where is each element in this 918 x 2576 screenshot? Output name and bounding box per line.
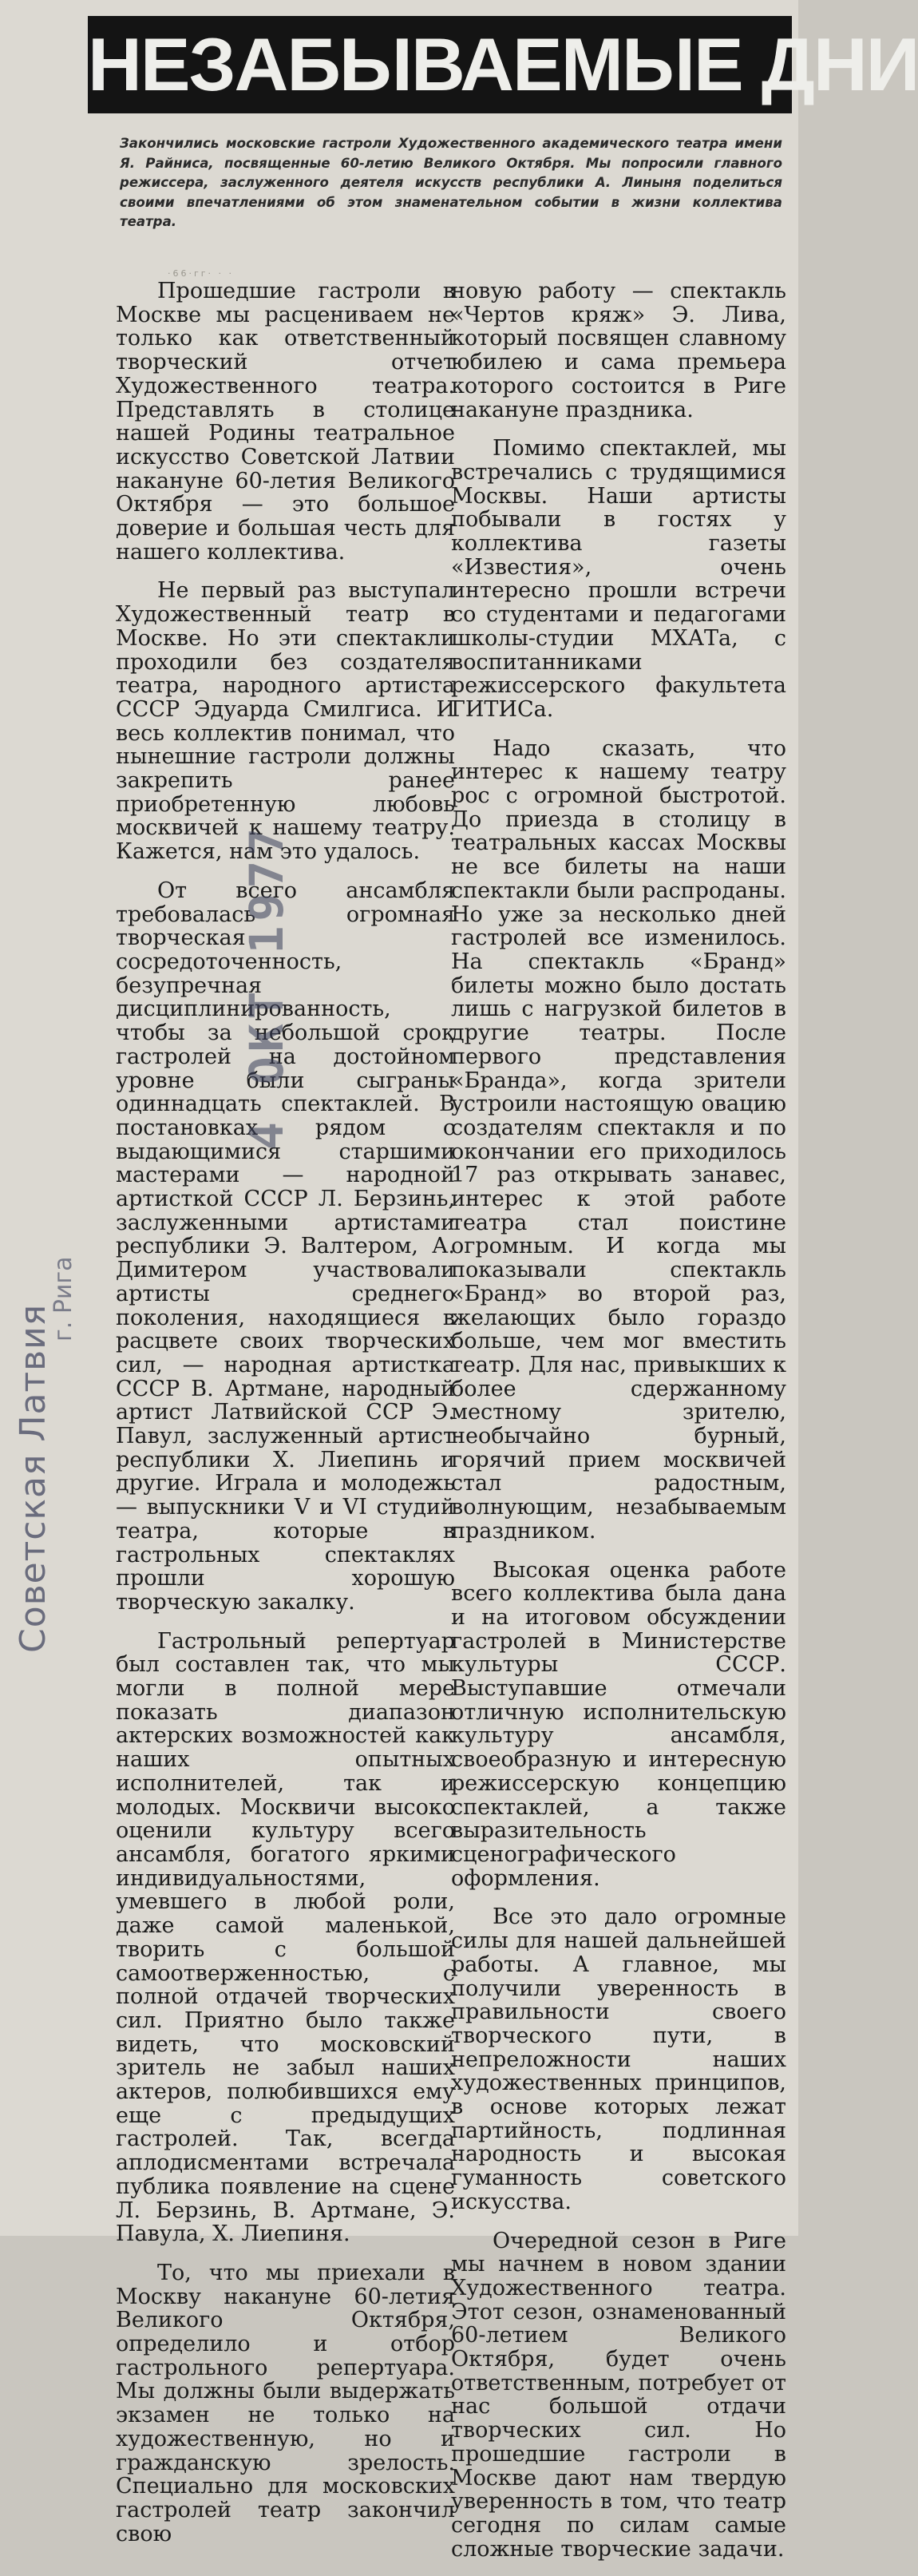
paragraph: Очередной сезон в Риге мы начнем в новом здании Художественного театра. Этот сезон, ознаменованный 60-летием Великого Октября, будет очень ответственным, потребует от нас большой отдачи творческих сил. Но прошедшие гастроли в Москве дают нам твердую уверенность в том, что театр сегодня по силам самые сложные творческие задачи. [451, 2228, 786, 2562]
faint-mark: ·66·гг· · · [168, 268, 235, 279]
article-column-right [451, 279, 786, 2576]
paragraph: Помимо спектаклей, мы встречались с трудящимися Москвы. Наши артисты побывали в гостях у коллектива газеты «Известия», очень интересно прошли встречи со студентами и педагогами школы-студии МХАТа, с воспитанниками режиссерского факультета ГИТИСа. [451, 436, 786, 722]
paragraph: новую работу — спектакль «Чертов кряж» Э. Лива, который посвящен славному юбилею и сама премьера которого состоится в Риге накануне праздника. [451, 279, 786, 422]
date-stamp: 4 ОКТ 1977 [239, 822, 294, 1150]
newspaper-city-stamp: г. Рига [49, 1256, 77, 1342]
paragraph: То, что мы приехали в Москву накануне 60-летия Великого Октября, определило и отбор гастрольного репертуара. Мы должны были выдержать экзамен не только на художественную, но и гражданскую зрелость. Специально для московских гастролей театр закончил свою [116, 2260, 455, 2546]
article-column-left [116, 279, 455, 2561]
newspaper-source-stamp: Советская Латвия [13, 1303, 53, 1653]
headline: НЕЗАБЫВАЕМЫЕ ДНИ [88, 16, 792, 113]
paragraph: Все это дало огромные силы для нашей дальнейшей работы. А главное, мы получили уверенность в правильности своего творческого пути, в непреложности наших художественных принципов, в основе которых лежат партийность, подлинная народность и высокая гуманность советского искусства. [451, 1904, 786, 2214]
paragraph: Гастрольный репертуар был составлен так, что мы могли в полной мере показать диапазон актерских возможностей как наших опытных исполнителей, так и молодых. Москвичи высоко оценили культуру всего ансамбля, богатого яркими индивидуальностями, умевшего в любой роли, даже самой маленькой, творить с большой самоотверженностью, с полной отдачей творческих сил. Приятно было также видеть, что московский зритель не забыл наших актеров, полюбившихся ему еще с предыдущих гастролей. Так, всегда аплодисментами встречала публика появление на сцене Л. Берзинь, В. Артмане, Э. Павула, Х. Лиепиня. [116, 1628, 455, 2247]
paragraph: От всего ансамбля требовалась огромная творческая сосредоточенность, безупречная дисциплинированность, чтобы за небольшой срок гастролей на достойном уровне были сыграны одиннадцать спектаклей. В постановках рядом с выдающимися старшими мастерами — народной артисткой СССР Л. Берзинь, заслуженными артистами республики Э. Валтером, А. Димитером участвовали артисты среднего поколения, находящиеся в расцвете своих творческих сил, — народная артистка СССР В. Артмане, народный артист Латвийской ССР Э. Павул, заслуженный артист республики Х. Лиепинь и другие. Играла и молодежь — выпускники V и VI студий театра, которые в гастрольных спектаклях прошли хорошую творческую закалку. [116, 878, 455, 1615]
paragraph: Не первый раз выступал Художественный театр в Москве. Но эти спектакли проходили без создателя театра, народного артиста СССР Эдуарда Смилгиса. И весь коллектив понимал, что нынешние гастроли должны закрепить ранее приобретенную любовь москвичей к нашему театру. Кажется, нам это удалось. [116, 578, 455, 865]
paragraph: Высокая оценка работе всего коллектива была дана и на итоговом обсуждении гастролей в Министерстве культуры СССР. Выступавшие отмечали отличную исполнительскую культуру ансамбля, своеобразную и интересную режиссерскую концепцию спектаклей, а также выразительность сценографического оформления. [451, 1557, 786, 1891]
paragraph: Надо сказать, что интерес к нашему театру рос с огромной быстротой. До приезда в столицу в театральных кассах Москвы не все билеты на наши спектакли были распроданы. Но уже за несколько дней гастролей все изменилось. На спектакль «Бранд» билеты можно было достать лишь с нагрузкой билетов в другие театры. После первого представления «Бранда», когда зрители устроили настоящую овацию создателям спектакля и по окончании его приходилось 17 раз открывать занавес, интерес к этой работе театра стал поистине огромным. И когда мы показывали спектакль «Бранд» во второй раз, желающих было гораздо больше, чем мог вместить театр. Для нас, привыкших к более сдержанному местному зрителю, необычайно бурный, горячий прием москвичей стал радостным, волнующим, незабываемым праздником. [451, 735, 786, 1544]
paragraph: Прошедшие гастроли в Москве мы расцениваем не только как ответственный творческий отчет Художественного театра. Представлять в столице нашей Родины театральное искусство Советской Латвии накануне 60-летия Великого Октября — это большое доверие и большая честь для нашего коллектива. [116, 279, 455, 565]
lead-paragraph: Закончились московские гастроли Художественного академического театра имени Я. Райниса, посвященные 60-летию Великого Октября. Мы попросили главного режиссера, заслуженного деятеля искусств республики А. Линыня поделиться своими впечатлениями об этом знаменательном событии в жизни коллектива театра. [120, 136, 782, 229]
